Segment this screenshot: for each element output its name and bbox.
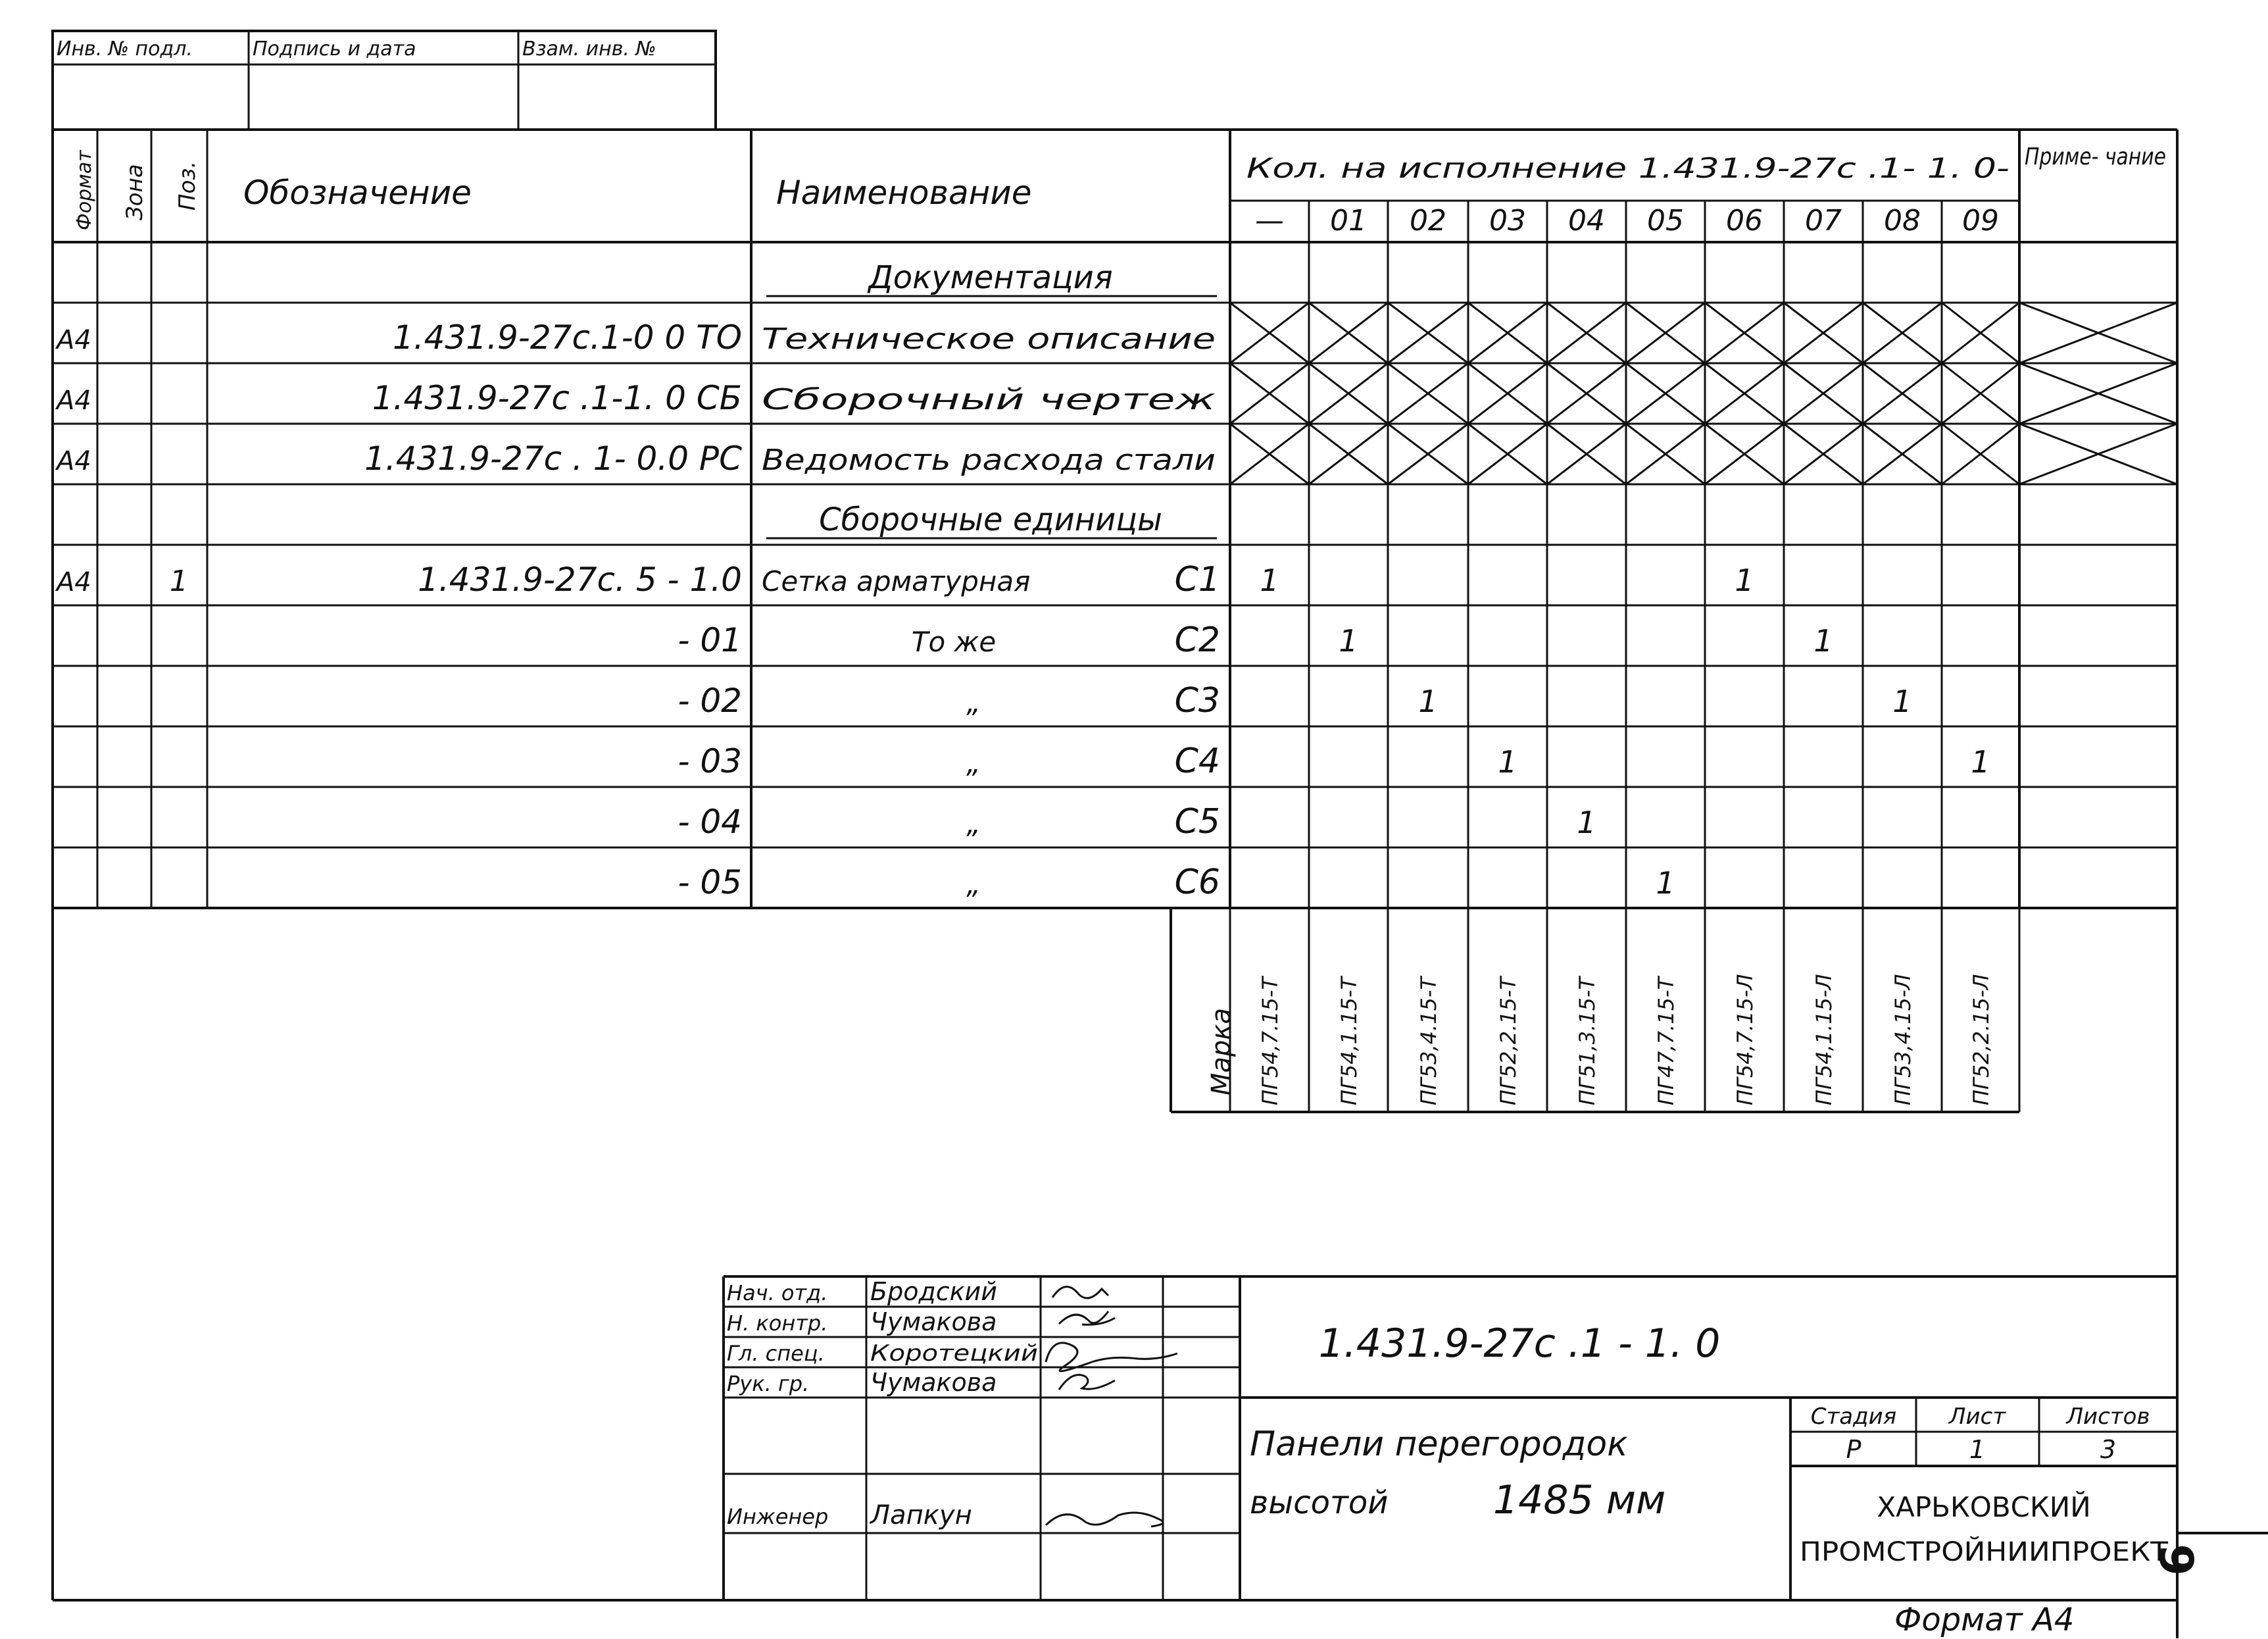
page-number: 6 — [2151, 1544, 2205, 1576]
variant-header-9: 09 — [1962, 204, 1999, 238]
stamp-vzam-inv: Взам. инв. № — [522, 38, 656, 61]
marka-item: ПГ54,1.15-Т — [1337, 976, 1362, 1105]
row-designation: 1.431.9-27с . 1- 0.0 РС — [364, 440, 742, 478]
qty-value: 1 — [1260, 563, 1279, 598]
qty-value: 1 — [1339, 623, 1358, 659]
marka-item: ПГ53,4.15-Т — [1416, 976, 1441, 1105]
org-line-1: ХАРЬКОВСКИЙ — [1877, 1491, 2091, 1523]
marka-item: ПГ53,4.15-Л — [1890, 974, 1915, 1105]
row-code: С6 — [1174, 863, 1220, 902]
qty-value: 1 — [1892, 684, 1912, 719]
header-zona: Зона — [122, 164, 148, 220]
qty-value: 1 — [1971, 744, 1990, 780]
variant-header-0: — — [1255, 204, 1284, 238]
row-name: Ведомость расхода стали — [762, 443, 1216, 477]
section-heading: Документация — [868, 259, 1113, 296]
section-heading: Сборочные единицы — [819, 501, 1162, 538]
row-format: А4 — [57, 567, 91, 597]
variant-header-6: 06 — [1726, 204, 1763, 238]
qty-value: 1 — [1735, 563, 1754, 598]
person-3-role: Гл. спец. — [727, 1341, 825, 1366]
row-format: А4 — [57, 386, 91, 416]
row-name: То же — [911, 626, 997, 658]
marka-item: ПГ54,7.15-Т — [1258, 976, 1283, 1105]
person-4-role: Рук. гр. — [727, 1371, 810, 1396]
stage-value: Р — [1846, 1435, 1861, 1464]
table-row — [766, 501, 1217, 538]
header-name: Наименование — [776, 174, 1032, 212]
person-4-name: Чумакова — [870, 1368, 997, 1397]
marka-item: ПГ54,1.15-Л — [1812, 974, 1837, 1105]
person-2-name: Чумакова — [870, 1307, 997, 1336]
header-format: Формат — [73, 150, 96, 230]
title-line-1: Панели перегородок — [1250, 1425, 1628, 1464]
row-designation: - 04 — [678, 803, 742, 841]
row-name: „ — [966, 747, 981, 779]
row-poz: 1 — [170, 565, 188, 598]
person-2-role: Н. контр. — [727, 1311, 828, 1336]
row-designation: - 05 — [678, 863, 742, 901]
header-poz: Поз. — [174, 161, 201, 211]
row-code: С3 — [1174, 681, 1220, 720]
row-designation: - 02 — [678, 682, 742, 720]
sheets-label: Листов — [2066, 1403, 2150, 1430]
row-name: „ — [966, 807, 981, 840]
stamp-inv-podl: Инв. № подл. — [57, 38, 193, 61]
row-code: С5 — [1174, 802, 1220, 842]
variant-header-8: 08 — [1884, 204, 1921, 238]
variant-header-5: 05 — [1647, 204, 1684, 238]
row-designation: 1.431.9-27с.1-0 0 ТО — [392, 318, 742, 357]
marka-item: ПГ47,7.15-Т — [1654, 976, 1679, 1105]
variant-header-4: 04 — [1568, 204, 1605, 238]
org-line-2: ПРОМСТРОЙНИИПРОЕКТ — [1800, 1537, 2136, 1567]
marka-item: ПГ51,3.15-Т — [1575, 976, 1600, 1105]
row-designation: 1.431.9-27с .1-1. 0 СБ — [372, 379, 742, 417]
stamp-podpis-data: Подпись и дата — [253, 38, 416, 61]
row-name: Техническое описание — [762, 322, 1216, 356]
person-1-name: Бродский — [870, 1277, 997, 1306]
stage-label: Стадия — [1810, 1403, 1897, 1430]
variant-header-7: 07 — [1805, 204, 1842, 238]
sheet-label: Лист — [1948, 1403, 2006, 1430]
row-name: „ — [966, 868, 981, 900]
sheet-value: 1 — [1969, 1435, 1986, 1464]
header-qty: Кол. на исполнение 1.431.9-27с .1- 1. 0- — [1246, 152, 2009, 184]
row-format: А4 — [57, 325, 91, 355]
row-name: „ — [966, 686, 981, 719]
title-line-2: высотой — [1250, 1484, 1389, 1521]
row-designation: 1.431.9-27с. 5 - 1.0 — [418, 561, 742, 599]
person-3-name: Коротецкий — [870, 1340, 1038, 1367]
row-designation: - 03 — [678, 742, 742, 780]
header-note: Приме- чание — [2025, 143, 2166, 170]
format-label: Формат А4 — [1894, 1601, 2075, 1638]
qty-value: 1 — [1656, 865, 1675, 901]
title-value: 1485 мм — [1493, 1477, 1666, 1523]
person-6-name: Лапкун — [870, 1500, 972, 1530]
sheets-value: 3 — [2100, 1435, 2117, 1464]
row-designation: - 01 — [678, 621, 742, 659]
row-code: С4 — [1174, 742, 1220, 781]
person-6-role: Инженер — [727, 1504, 829, 1529]
marka-item: ПГ52,2.15-Т — [1496, 976, 1521, 1105]
doc-number: 1.431.9-27с .1 - 1. 0 — [1318, 1321, 1721, 1367]
marka-label: Марка — [1206, 1007, 1237, 1096]
header-designation: Обозначение — [243, 174, 472, 212]
row-name: Сетка арматурная — [762, 565, 1031, 597]
row-code: С1 — [1174, 560, 1220, 599]
marka-item: ПГ52,2.15-Л — [1969, 974, 1994, 1105]
qty-value: 1 — [1498, 744, 1517, 780]
qty-value: 1 — [1577, 805, 1596, 840]
variant-header-2: 02 — [1410, 204, 1446, 238]
row-name: Сборочный чертеж — [762, 383, 1216, 416]
row-code: С2 — [1174, 620, 1220, 660]
person-1-role: Нач. отд. — [727, 1280, 828, 1305]
qty-value: 1 — [1418, 684, 1438, 719]
qty-value: 1 — [1813, 623, 1833, 659]
row-format: А4 — [57, 446, 91, 476]
variant-header-1: 01 — [1330, 204, 1367, 238]
variant-header-3: 03 — [1489, 204, 1526, 238]
marka-item: ПГ54,7.15-Л — [1733, 974, 1758, 1105]
